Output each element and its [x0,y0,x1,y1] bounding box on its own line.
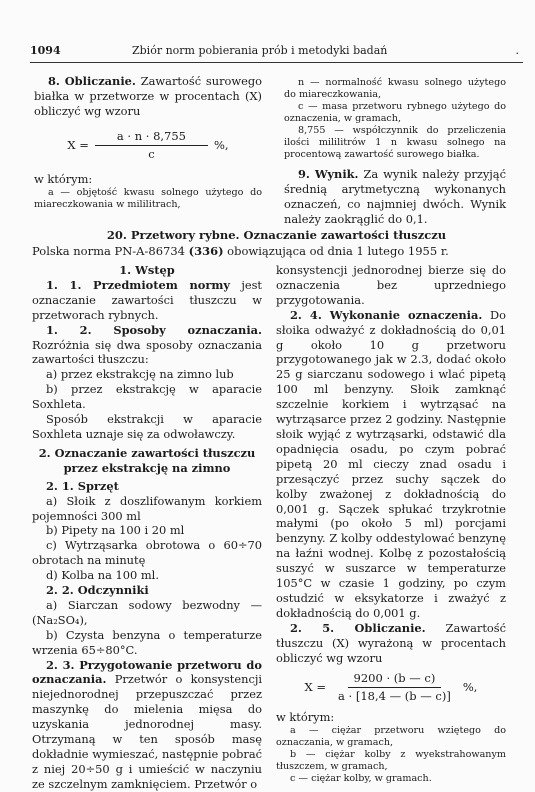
fat-definition-a: a — ciężar przetworu wziętego do oznaczania, w gramach, [276,725,506,749]
definition-a: a — objętość kwasu solnego użytego do miareczkowania w mililitrach, [34,187,262,210]
para-2-5: 2. 5. Obliczanie. Zawartość tłuszczu (X) wyrażoną w procentach obliczyć wg wzoru [276,620,506,665]
fat-formula: X = $\frac{9200 \cdot (b — c)}{a \cdot [18,4 — (b — c)]}$ %, [304,671,478,704]
fat-definition-b: b — ciężar kolby z wyekstrahowanym tłuszczem, w gramach, [276,749,506,773]
heading-wstep: 1. Wstęp [119,263,175,277]
definition-8755: 8,755 — współczynnik do przeliczenia ilości mililitrów 1 n kwasu solnego na procentową zawartość surowego białka. [284,125,506,160]
reagent-b: b) Czysta benzyna o temperaturze wrzenia 65÷80°C. [32,627,262,657]
section-8: 8. Obliczanie. Zawartość surowego białka w przetworze w procentach (X) obliczyć wg wzoru [34,74,263,118]
section-9: 9. Wynik. Za wynik należy przyjąć średnią arytmetyczną wykonanych oznaczeń, co najmniej dwóch. Wynik należy zaokrąglić do 0,1. [284,167,506,226]
page-number: 1094 [30,44,61,57]
running-title: Zbiór norm pobierania prób i metodyki badań [132,44,388,57]
para-2-4: 2. 4. Wykonanie oznaczenia. Do słoika odważyć z dokładnością do 0,01 g około 10 g przetworu przygotowanego jak w 2.3, dodać około 25 g siarczanu sodowego i wlać pipetą 100 ml benzyny. Słoik zamknąć szczelnie korkiem i wytrząsać na wytrząsarce przez 2 godziny. Następnie słoik wyjąć z wytrząsarki, odstawić dla opadnięcia osadu, po czym pobrać pipetą 20 ml cieczy znad osadu i przesączyć przez suchy sączek do kolby zważonej z dokładnością do 0,001 g. Sączek spłukać trzykrotnie małymi (po około 5 ml) porcjami benzyny. Z kolby oddestylować benzynę na łaźni wodnej. Kolbę z pozostałością suszyć w suszarce w temperaturze 105°C w czasie 1 godziny, po czym ostudzić w eksykatorze i zważyć z dokładnością do 0,001 g. [276,307,506,620]
definition-n: n — normalność kwasu solnego użytego do miareczkowania, [284,77,506,100]
section-title: 20. Przetwory rybne. Oznaczanie zawartości tłuszczu [106,228,447,242]
fat-definition-c: c — ciężar kolby, w gramach. [290,773,432,785]
top-left-column [34,74,262,211]
top-right-column [284,77,506,227]
option-b: b) przez ekstrakcję w aparacie Soxhleta. [32,382,262,412]
lower-right-column [276,263,506,785]
equipment-b: b) Pipety na 100 i 20 ml [46,523,185,538]
para-1-2-note: Sposób ekstrakcji w aparacie Soxhleta uznaje się za odwoławczy. [32,412,262,441]
fat-formula-numerator: 9200 · (b — c) [348,671,442,688]
header-dot: . [515,44,519,57]
page-header [30,44,523,63]
heading-section-2: 2. Oznaczanie zawartości tłuszczu przez ekstrakcję na zimno [38,445,256,475]
para-1-1: 1. 1. Przedmiotem normy jest oznaczanie zawartości tłuszczu w przetworach rybnych. [32,277,263,322]
protein-formula: X = $\frac{a \cdot n \cdot 8,755}{c}$ %, [67,129,229,161]
lower-left-column [32,263,262,792]
continuation-text: konsystencji jednorodnej bierze się do oznaczenia bez uprzedniego przygotowania. [276,263,506,307]
fat-formula-denominator: a · [18,4 — (b — c)] [338,689,451,704]
formula-numerator: a · n · 8,755 [95,129,208,146]
para-1-2: 1. 2. Sposoby oznaczania. Rozróżnia się dwa sposoby oznaczania zawartości tłuszczu: [32,322,262,367]
option-a: a) przez ekstrakcję na zimno lub [46,367,234,382]
where-label-2: w którym: [276,710,335,725]
where-label: w którym: [34,172,93,186]
formula-denominator: c [148,147,155,161]
equipment-c: c) Wytrząsarka obrotowa o 60÷70 obrotach na minutę [32,538,262,568]
heading-2-2: 2. 2. Odczynniki [46,583,149,598]
norm-line: Polska norma PN-A-86734 (336) obowiązująca od dnia 1 lutego 1955 r. [32,244,449,258]
definition-c: c — masa przetworu rybnego użytego do oznaczenia, w gramach, [284,101,506,124]
para-2-3: 2. 3. Przygotowanie przetworu do oznaczania. Przetwór o konsystencji niejednorodnej przepuszczać przez maszynkę do mielenia mięsa do uzyskania jednorodnej masy. Otrzymaną w ten sposób masę dokładnie wymieszać, następnie pobrać z niej 20÷50 g i umieścić w naczyniu ze szczelnym zamknięciem. Przetwór o [32,657,263,791]
reagent-a: a) Siarczan sodowy bezwodny — (Na₂SO₄), [32,597,262,627]
heading-2-1: 2. 1. Sprzęt [46,478,119,493]
equipment-a: a) Słoik z doszlifowanym korkiem pojemności 300 ml [32,493,262,523]
equipment-d: d) Kolba na 100 ml. [46,568,159,583]
